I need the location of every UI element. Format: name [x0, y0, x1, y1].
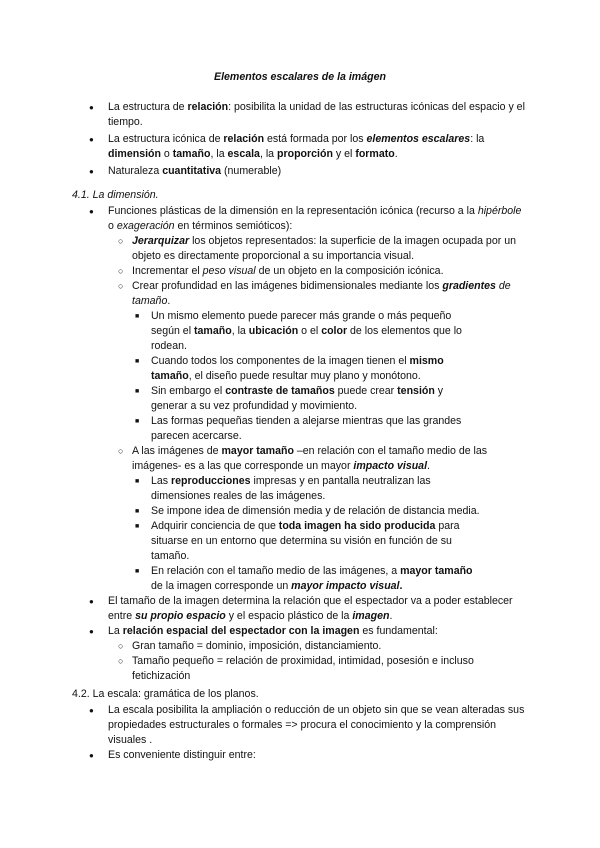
bold-italic-text: elementos escalares	[366, 133, 471, 145]
italic-text: hipérbole	[477, 205, 522, 217]
bold-text: relación	[187, 101, 229, 113]
text: La estructura de	[108, 101, 188, 113]
text: Las formas pequeñas tienden a alejarse mientras que las grandes parecen acercarse.	[151, 415, 462, 442]
bold-text: .	[399, 580, 403, 592]
list-item	[89, 100, 529, 130]
bold-text: dimensión	[108, 148, 161, 160]
bold-text: escala	[227, 148, 260, 160]
bold-text: relación espacial del espectador con la imagen	[122, 625, 360, 637]
text: y el	[332, 148, 356, 160]
text: o el	[298, 325, 322, 337]
text: Incrementar el	[132, 265, 203, 277]
text: .	[427, 460, 430, 472]
list-item	[89, 204, 529, 594]
list-item	[135, 309, 480, 354]
bold-text: mayor tamaño	[221, 445, 294, 457]
bold-italic-text: su propio espacio	[135, 610, 226, 622]
text: , el diseño puede resultar muy plano y monótono.	[188, 370, 421, 382]
document-title: Elementos escalares de la imágen	[214, 71, 386, 83]
bold-italic-text: imagen	[352, 610, 390, 622]
list-item	[135, 354, 480, 384]
bold-text: mismo tamaño	[151, 355, 444, 382]
text: Un mismo elemento puede parecer más grande o más pequeño según el	[151, 310, 452, 337]
sublist	[118, 234, 529, 594]
text: .	[394, 148, 398, 160]
text: .	[389, 610, 393, 622]
text: .	[167, 295, 171, 307]
list-item	[89, 748, 529, 763]
bold-italic-text: Jerarquizar	[132, 235, 190, 247]
bold-text: reproducciones	[171, 475, 251, 487]
text: puede crear	[334, 385, 398, 397]
text: –en relación con el tamaño medio de las imágenes- es a las que corresponde un mayor	[132, 445, 488, 472]
bold-text: tensión	[397, 385, 435, 397]
bold-text: toda imagen ha sido producida	[278, 520, 436, 532]
list-item	[135, 384, 480, 414]
text: , la	[259, 148, 278, 160]
sublist	[135, 474, 480, 594]
text: Las	[151, 475, 172, 487]
intro-list	[89, 100, 529, 179]
bold-text: color	[321, 325, 348, 337]
italic-text: de tamaño	[132, 280, 511, 307]
list-item	[89, 703, 529, 748]
text: de la imagen corresponde un	[151, 580, 292, 592]
list-item	[118, 444, 529, 594]
text: Es conveniente distinguir entre:	[108, 749, 256, 761]
list-item	[135, 474, 480, 504]
text: , la	[210, 148, 228, 160]
text: Sin embargo el	[151, 385, 226, 397]
bold-italic-text: mayor impacto visual	[291, 580, 400, 592]
list-item	[118, 279, 529, 444]
list-item	[89, 594, 529, 624]
text: Cuando todos los componentes de la imagen tienen el	[151, 355, 410, 367]
list-item	[118, 264, 529, 279]
text: , la	[231, 325, 249, 337]
bold-italic-text: impacto visual	[353, 460, 428, 472]
text: Funciones plásticas de la dimensión en la representación icónica (recurso a la	[108, 205, 478, 217]
text: Naturaleza	[108, 165, 163, 177]
list-item	[89, 624, 529, 684]
italic-text: exageración	[116, 220, 175, 232]
text: Tamaño pequeño = relación de proximidad, intimidad, posesión e incluso fetichización	[132, 655, 474, 682]
bold-text: formato	[355, 148, 395, 160]
text: Crear profundidad en las imágenes bidimensionales mediante los	[132, 280, 443, 292]
text: o	[108, 220, 117, 232]
section-4-2-block	[89, 703, 529, 763]
list-item	[118, 654, 529, 684]
text: y el espacio plástico de la	[225, 610, 353, 622]
text: Adquirir conciencia de que	[151, 520, 279, 532]
list-item	[135, 504, 480, 519]
text: de un objeto en la composición icónica.	[255, 265, 444, 277]
bold-text: proporción	[277, 148, 333, 160]
italic-text: peso visual	[202, 265, 256, 277]
text: los objetos representados: la superficie de la imagen ocupada por un objeto es directamente proporcional a su importancia visual.	[132, 235, 516, 262]
text: impresas y en pantalla neutralizan las dimensiones reales de las imágenes.	[151, 475, 431, 502]
bold-text: tamaño	[194, 325, 232, 337]
text: La	[108, 625, 123, 637]
text: y generar a su vez profundidad y movimiento.	[151, 385, 444, 412]
bold-text: cuantitativa	[162, 165, 222, 177]
text: está formada por los	[264, 133, 367, 145]
list-item	[89, 132, 529, 162]
bold-text: ubicación	[248, 325, 299, 337]
intro-list-block	[89, 100, 529, 179]
list-item	[135, 414, 480, 444]
text: en términos semióticos):	[174, 220, 293, 232]
text: A las imágenes de	[132, 445, 222, 457]
text: : posibilita la unidad de las estructuras icónicas del espacio y el tiempo.	[108, 101, 525, 128]
text: La estructura icónica de	[108, 133, 224, 145]
bold-text: relación	[223, 133, 265, 145]
list-item	[135, 519, 480, 564]
text: de los elementos que lo rodean.	[151, 325, 462, 352]
text: para situarse en un entorno que determina su visión en función de su tamaño.	[151, 520, 460, 562]
bold-text: contraste de tamaños	[225, 385, 335, 397]
bold-text: mayor tamaño	[400, 565, 473, 577]
text: El tamaño de la imagen determina la relación que el espectador va a poder establecer entre	[108, 595, 513, 622]
text: Se impone idea de dimensión media y de relación de distancia media.	[151, 505, 480, 517]
section-4-1-list	[89, 204, 529, 684]
sublist	[118, 639, 529, 684]
text: La escala posibilita la ampliación o reducción de un objeto sin que se vean alteradas sus propiedades estructurales o formales => procura el conocimiento y la comprensión visuales .	[108, 704, 525, 746]
list-item	[89, 164, 529, 179]
section-4-1-block	[89, 204, 529, 684]
sublist	[135, 309, 480, 444]
text: En relación con el tamaño medio de las imágenes, a	[151, 565, 401, 577]
section-heading-4-1: 4.1. La dimensión.	[72, 189, 159, 201]
list-item	[118, 639, 529, 654]
text: es fundamental:	[359, 625, 438, 637]
section-4-2-list	[89, 703, 529, 763]
bold-text: tamaño	[172, 148, 211, 160]
text: o	[160, 148, 173, 160]
bold-italic-text: gradientes	[442, 280, 496, 292]
list-item	[135, 564, 480, 594]
section-heading-4-2: 4.2. La escala: gramática de los planos.	[72, 688, 259, 700]
text: Gran tamaño = dominio, imposición, distanciamiento.	[132, 640, 382, 652]
text: (numerable)	[221, 165, 282, 177]
text: : la	[470, 133, 485, 145]
list-item	[118, 234, 529, 264]
